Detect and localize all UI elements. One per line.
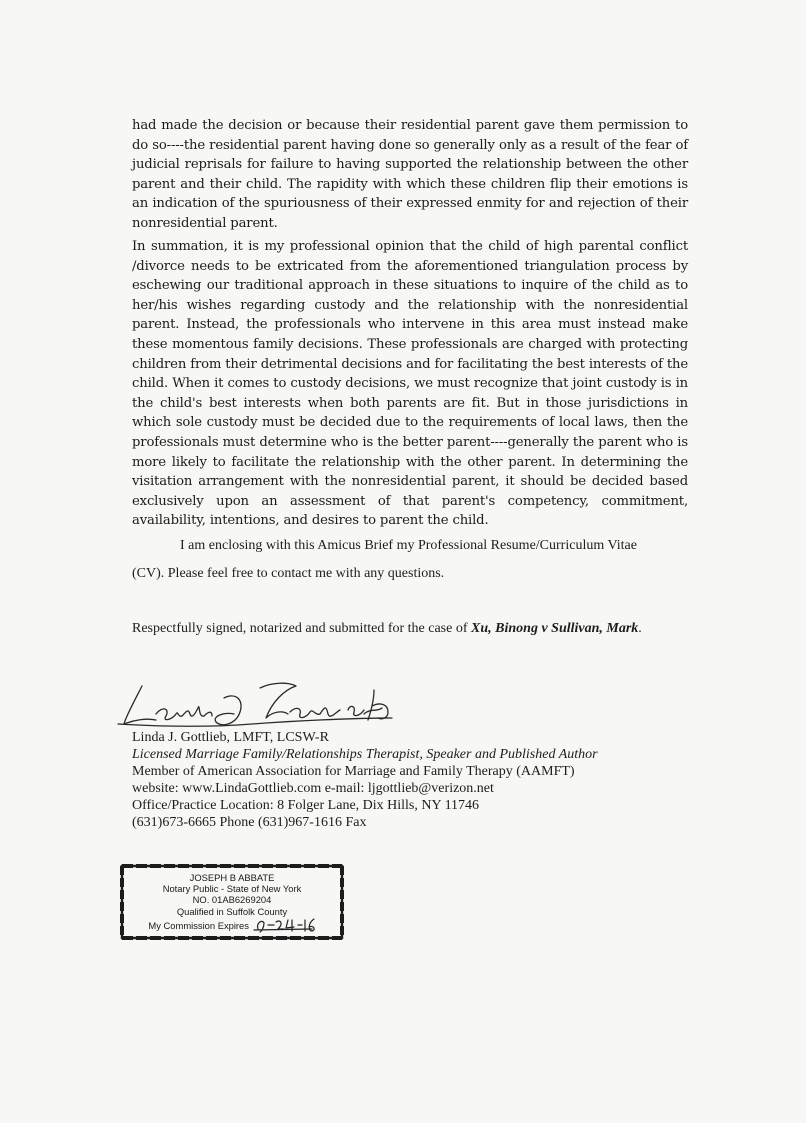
notary-name: JOSEPH B ABBATE (189, 872, 275, 883)
submission-statement (132, 616, 688, 642)
signatory-name: Linda J. Gottlieb, LMFT, LCSW-R (132, 730, 329, 745)
handwritten-signature (112, 668, 402, 736)
submission-suffix: . (638, 621, 642, 636)
notary-title: Notary Public - State of New York (162, 883, 302, 895)
signatory-membership: Member of American Association for Marriage and Family Therapy (AAMFT) (132, 764, 575, 779)
notary-expiry (118, 917, 346, 933)
signatory-title: Licensed Marriage Family/Relationships Therapist, Speaker and Published Author (132, 747, 598, 762)
enclosure-line-2: (CV). Please feel free to contact me with any questions. (132, 566, 445, 581)
notary-expiry-label: My Commission Expires (148, 919, 249, 931)
enclosure-line-1: I am enclosing with this Amicus Brief my Professional Resume/Curriculum Vitae (180, 538, 637, 553)
case-name: Xu, Binong v Sullivan, Mark (471, 621, 639, 636)
notary-stamp (118, 862, 346, 942)
notary-expiry-handwritten (252, 917, 316, 933)
notary-county: Qualified in Suffolk County (176, 905, 288, 917)
signatory-contact: website: www.LindaGottlieb.com e-mail: ljgottlieb@verizon.net (132, 781, 494, 796)
signatory-phone: (631)673-6665 Phone (631)967-1616 Fax (132, 815, 367, 830)
notary-number: NO. 01AB6269204 (192, 894, 272, 906)
signatory-office: Office/Practice Location: 8 Folger Lane, Dix Hills, NY 11746 (132, 798, 480, 813)
body-paragraph-1: had made the decision or because their residential parent gave them permission to do so----the residential parent having done so generally only as a result of the fear of judicial reprisals for failure to having supported the relationship between the other parent and their child. The rapidity with which these children flip their emotions is an indication of the spuriousness of their expressed enmity for and rejection of their nonresidential parent. (132, 118, 688, 231)
submission-prefix: Respectfully signed, notarized and submitted for the case of (132, 621, 472, 636)
body-paragraph-2: In summation, it is my professional opinion that the child of high parental conflict /divorce needs to be extricated from the aforementioned triangulation process by eschewing our traditional approach in these situations to inquire of the child as to her/his wishes regarding custody and the relationship with the nonresidential parent. Instead, the professionals who intervene in this area must instead make these momentous family decisions. These professionals are charged with protecting children from their detrimental decisions and for facilitating the best interests of the child. When it comes to custody decisions, we must recognize that joint custody is in the child's best interests when both parents are fit. But in those jurisdictions in which sole custody must be decided due to the requirements of local laws, then the professionals must determine who is the better parent----generally the parent who is more likely to facilitate the relationship with the other parent. In determining the visitation arrangement with the nonresidential parent, it should be decided based exclusively upon an assessment of that parent's competency, commitment, availability, intentions, and desires to parent the child. (132, 239, 688, 529)
